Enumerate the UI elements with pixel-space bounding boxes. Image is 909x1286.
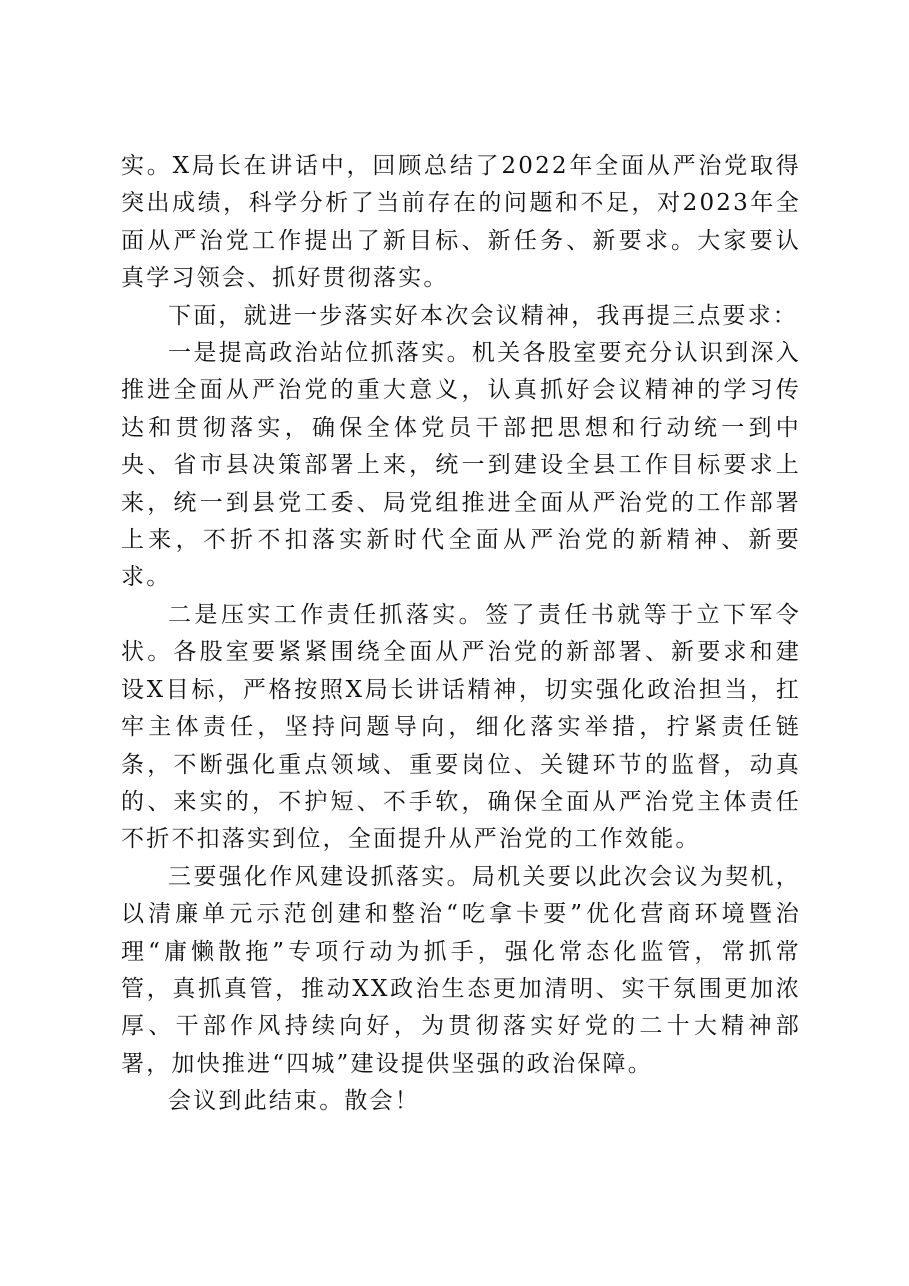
- paragraph-intro-requirements: 下面，就进一步落实好本次会议精神，我再提三点要求：: [168, 302, 798, 329]
- paragraph-closing: 会议到此结束。散会！: [168, 1088, 420, 1115]
- paragraph-requirement-one: 一是提高政治站位抓落实。机关各股室要充分认识到深入推进全面从严治党的重大意义，认真抓好会议精神的学习传达和贯彻落实，确保全体党员干部把思想和行动统一到中央、省市县决策部署上来，统一到建设全县工作目标要求上来，统一到县党工委、局党组推进全面从严治党的工作部署上来，不折不扣落实新时代全面从严治党的新精神、新要求。: [121, 340, 801, 591]
- document-page: [121, 148, 801, 1121]
- paragraph-continuation: 实。X局长在讲话中，回顾总结了2022年全面从严治党取得突出成绩，科学分析了当前存在的问题和不足，对2023年全面从严治党工作提出了新目标、新任务、新要求。大家要认真学习领会、抓好贯彻落实。: [121, 153, 801, 292]
- paragraph-requirement-two: 二是压实工作责任抓落实。签了责任书就等于立下军令状。各股室要紧紧围绕全面从严治党的新部署、新要求和建设X目标，严格按照X局长讲话精神，切实强化政治担当，扛牢主体责任，坚持问题导向，细化落实举措，拧紧责任链条，不断强化重点领域、重要岗位、关键环节的监督，动真的、来实的，不护短、不手软，确保全面从严治党主体责任不折不扣落实到位，全面提升从严治党的工作效能。: [121, 601, 801, 853]
- paragraph-requirement-three: 三要强化作风建设抓落实。局机关要以此次会议为契机，以清廉单元示范创建和整治“吃拿卡要”优化营商环境暨治理“庸懒散拖”专项行动为抓手，强化常态化监管，常抓常管，真抓真管，推动XX政治生态更加清明、实干氛围更加浓厚、干部作风持续向好，为贯彻落实好党的二十大精神部署，加快推进“四城”建设提供坚强的政治保障。: [121, 863, 801, 1077]
